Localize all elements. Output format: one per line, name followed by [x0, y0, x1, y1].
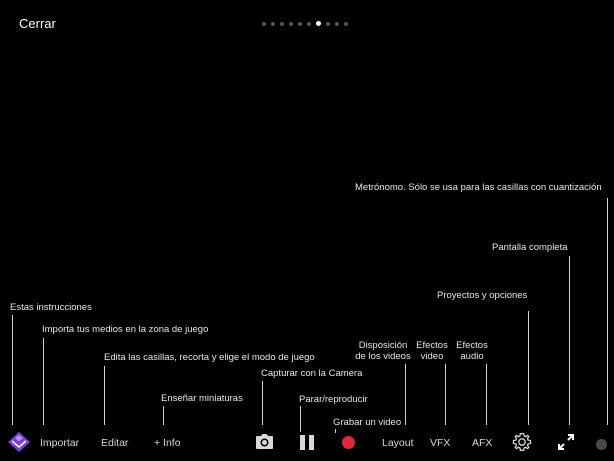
pointer-line-camera	[262, 381, 263, 425]
pointer-line-play	[300, 406, 301, 432]
app-logo-icon[interactable]	[8, 432, 30, 452]
annotation-afx-line2: audio	[460, 351, 484, 362]
page-dot	[271, 22, 275, 26]
pointer-line-fullscreen	[569, 256, 570, 425]
annotation-edit: Edita las casillas, recorta y elige el modo de juego	[104, 352, 315, 363]
annotation-vfx	[412, 340, 452, 362]
record-icon[interactable]	[342, 436, 355, 449]
info-button[interactable]: + Info	[154, 437, 181, 449]
camera-icon[interactable]	[256, 434, 273, 449]
annotation-info: Enseñar miniaturas	[161, 393, 243, 404]
pointer-line-layout	[405, 364, 406, 425]
page-dot	[262, 22, 266, 26]
pointer-line-instructions	[12, 315, 13, 425]
page-dot	[307, 22, 311, 26]
pointer-line-metronome	[607, 198, 608, 425]
page-dot-active	[316, 21, 321, 26]
annotation-record: Grabar un video	[333, 417, 402, 428]
annotation-play: Parar/reproducir	[299, 394, 368, 405]
metronome-icon[interactable]	[596, 437, 607, 448]
pointer-line-settings	[528, 311, 529, 425]
page-indicator	[262, 21, 348, 27]
afx-button[interactable]: AFX	[472, 437, 493, 449]
page-dot	[280, 22, 284, 26]
layout-button[interactable]: Layout	[382, 437, 414, 449]
pointer-line-record	[335, 429, 336, 433]
page-dot	[326, 22, 330, 26]
close-button[interactable]: Cerrar	[19, 16, 56, 31]
gear-icon[interactable]	[512, 432, 532, 452]
annotation-metronome: Metrónomo. Sólo se usa para las casillas con cuantización	[355, 182, 602, 193]
page-dot	[289, 22, 293, 26]
annotation-vfx-line1: Efectos	[416, 340, 448, 351]
annotation-layout-line2: de los videos	[355, 351, 411, 362]
fullscreen-icon[interactable]	[557, 433, 575, 451]
vfx-button[interactable]: VFX	[430, 437, 451, 449]
edit-button[interactable]: Editar	[101, 437, 129, 449]
page-dot	[298, 22, 302, 26]
pointer-line-info	[163, 406, 164, 425]
annotation-layout-line1: Disposición	[358, 340, 408, 351]
annotation-afx-line1: Efectos	[456, 340, 488, 351]
pointer-line-vfx	[445, 364, 446, 425]
annotation-import: Importa tus medios en la zona de juego	[42, 324, 209, 335]
pointer-line-import	[43, 338, 44, 425]
annotation-afx	[452, 340, 492, 362]
pause-icon[interactable]	[300, 435, 314, 450]
annotation-settings: Proyectos y opciones	[437, 290, 528, 301]
pointer-line-afx	[486, 364, 487, 425]
annotation-camera: Capturar con la Camera	[261, 368, 363, 379]
annotation-vfx-line2: video	[420, 351, 444, 362]
page-dot	[335, 22, 339, 26]
annotation-layout	[352, 340, 414, 362]
annotation-instructions: Estas instrucciones	[10, 302, 92, 313]
page-dot	[344, 22, 348, 26]
annotation-fullscreen: Pantalla completa	[492, 242, 568, 253]
import-button[interactable]: Importar	[40, 437, 80, 449]
pointer-line-edit	[104, 366, 105, 425]
